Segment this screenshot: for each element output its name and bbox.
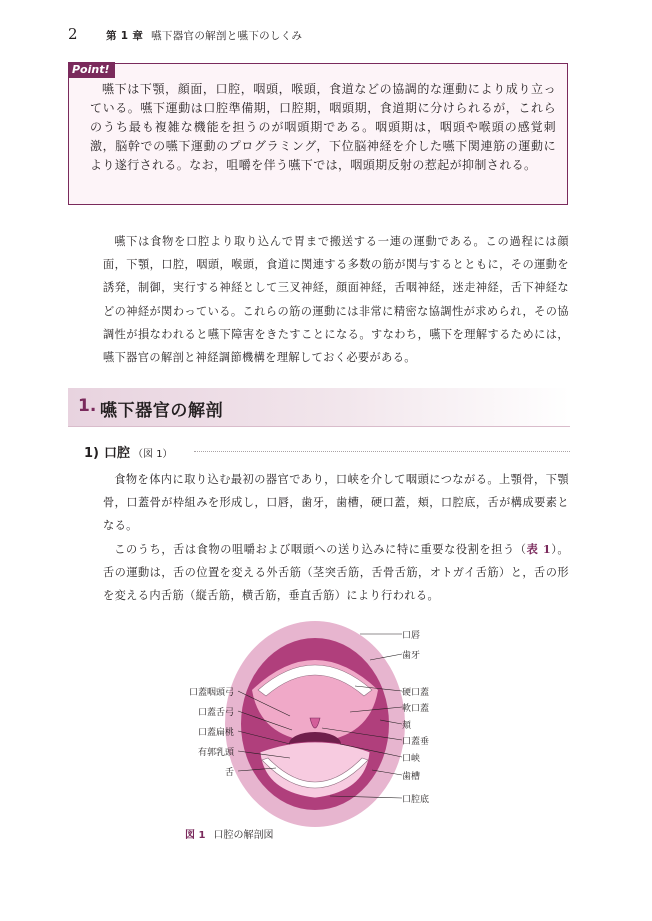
subsection-heading — [84, 442, 570, 460]
oral-cavity-figure — [180, 620, 440, 830]
label-lips: 口唇 — [402, 631, 421, 641]
figure-caption-text: 口腔の解剖図 — [213, 830, 274, 841]
section-heading — [68, 388, 570, 427]
label-alveolus: 歯槽 — [402, 772, 421, 782]
point-badge: Point! — [68, 62, 115, 78]
label-teeth: 歯牙 — [402, 651, 421, 661]
figure-caption — [185, 826, 273, 841]
page-number: 2 — [68, 25, 78, 43]
label-cheek: 頬 — [402, 721, 412, 731]
label-palatine-tonsil: 口蓋扁桃 — [197, 728, 234, 738]
chapter-title: 嚥下器官の解剖と嚥下のしくみ — [151, 30, 303, 42]
para2-text-before: このうち，舌は食物の咀嚼および咽頭への送り込みに特に重要な役割を担う（ — [114, 543, 527, 556]
body-paragraph-1: 食物を体内に取り込む最初の器官であり，口峡を介して咽頭につながる。上顎骨，下顎骨，口蓋骨が枠組みを形成し，口唇，歯牙，歯槽，硬口蓋，頬，口腔底，舌が構成要素となる。 — [103, 473, 569, 533]
label-hard-palate: 硬口蓋 — [402, 688, 430, 698]
label-palatoglossal-arch: 口蓋舌弓 — [197, 708, 234, 718]
label-palatopharyngeal-arch: 口蓋咽頭弓 — [188, 688, 234, 698]
figure-caption-number: 図 1 — [185, 830, 206, 841]
chapter-heading — [106, 28, 302, 43]
label-tongue: 舌 — [224, 768, 234, 778]
section-title: 嚥下器官の解剖 — [100, 401, 224, 421]
para2-text-after: ）。舌の運動は，舌の位置を変える外舌筋（茎突舌筋，舌骨舌筋，オトガイ舌筋）と，舌の形を変える内舌筋（縦舌筋，横舌筋，垂直舌筋）により行われる。 — [103, 543, 569, 603]
subsection-number: 1) — [84, 446, 99, 461]
body-paragraph-2 — [103, 538, 569, 608]
label-uvula: 口蓋垂 — [402, 737, 430, 747]
subsection-title: 口腔 — [104, 446, 131, 461]
label-soft-palate: 軟口蓋 — [402, 704, 430, 714]
label-mouth-floor: 口腔底 — [402, 795, 430, 805]
label-circumvallate-papillae: 有郭乳頭 — [197, 748, 234, 758]
point-box — [68, 63, 568, 205]
dotted-leader — [194, 451, 570, 452]
subsection-figure-ref: （図 1） — [133, 449, 173, 460]
label-fauces: 口峡 — [402, 754, 421, 764]
chapter-label: 第 1 章 — [106, 30, 144, 42]
table-ref: 表 1 — [526, 542, 552, 556]
intro-paragraph: 嚥下は食物を口腔より取り込んで胃まで搬送する一連の運動である。この過程には顔面，下顎，口腔，咽頭，喉頭，食道に関連する多数の筋が関与するとともに，その運動を誘発，制御，実行する神経として三叉神経，顔面神経，舌咽神経，迷走神経，舌下神経などの神経が関わっている。これらの筋の運動には非常に精密な協調性が求められ，その協調性が損なわれると嚥下障害をきたすことになる。すなわち，嚥下を理解するためには，嚥下器官の解剖と神経調節機構を理解しておく必要がある。 — [103, 235, 569, 365]
point-text: 嚥下は下顎，顔面，口腔，咽頭，喉頭，食道などの協調的な運動により成り立っている。嚥下運動は口腔準備期，口腔期，咽頭期，食道期に分けられるが，これらのうち最も複雑な機能を担うのが咽頭期である。咽頭期は，咽頭や喉頭の感覚刺激，脳幹での嚥下運動のプログラミング，下位脳神経を介した嚥下関連筋の運動により遂行される。なお，咀嚼を伴う嚥下では，咽頭期反射の惹起が抑制される。 — [90, 82, 556, 172]
section-number: 1. — [78, 396, 97, 416]
